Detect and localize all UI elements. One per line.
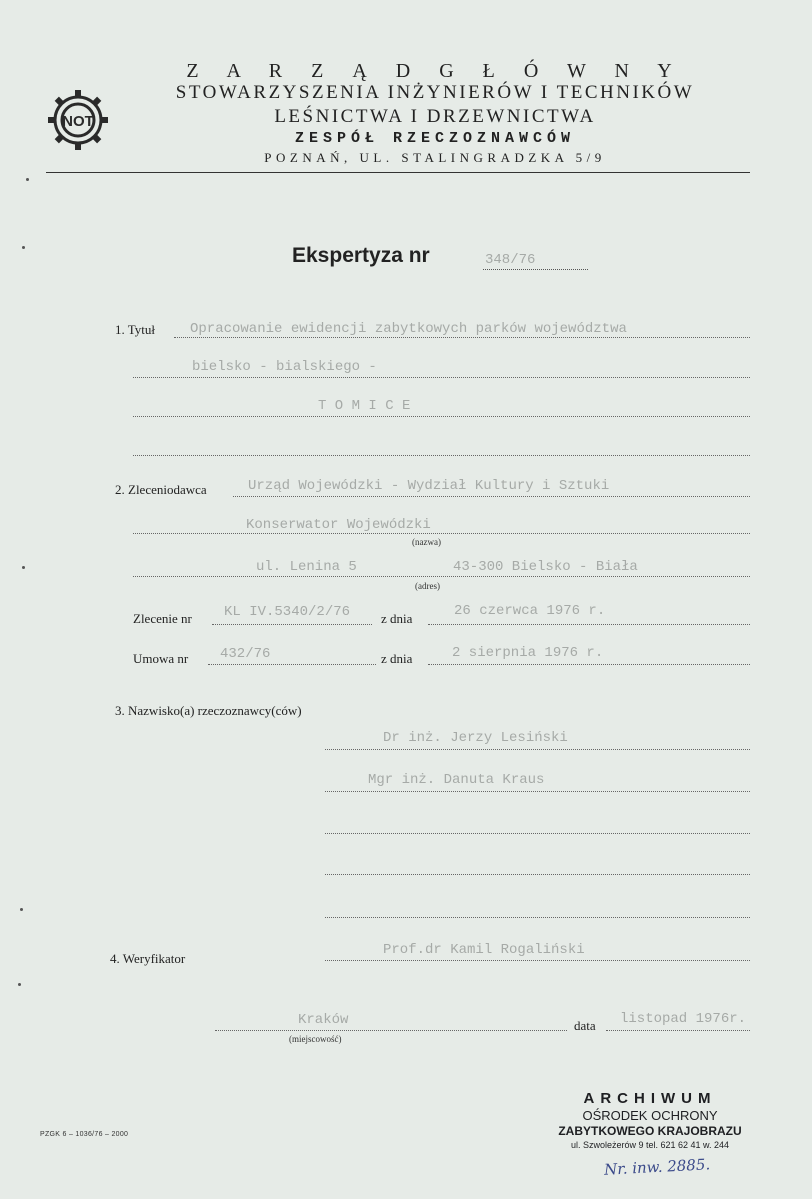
title-text-1: Opracowanie ewidencji zabytkowych parków województwa: [190, 321, 627, 337]
title-line-2: [133, 377, 750, 378]
expert-line-1: [325, 749, 750, 750]
order-date-label: z dnia: [381, 611, 413, 626]
margin-mark: [20, 908, 23, 911]
expert-line-5: [325, 917, 750, 918]
expert-2: Mgr inż. Danuta Kraus: [368, 772, 545, 788]
document-number: 348/76: [485, 252, 536, 268]
contract-label: Umowa nr: [133, 651, 189, 666]
title-line-3: [133, 416, 750, 417]
header-line-4: ZESPÓŁ RZECZOZNAWCÓW: [294, 130, 576, 147]
verifier: Prof.dr Kamil Rogaliński: [383, 942, 585, 958]
order-label: Zlecenie nr: [133, 611, 192, 626]
order-date: 26 czerwca 1976 r.: [454, 603, 606, 619]
expert-line-3: [325, 833, 750, 834]
address-caption: (adres): [415, 581, 440, 591]
title-text-2: bielsko - bialskiego -: [192, 359, 377, 375]
document-title: Ekspertyza nr: [292, 244, 430, 267]
client-line-1: [233, 496, 750, 497]
section2-label: 2. Zleceniodawca: [115, 482, 207, 497]
client-text-1: Urząd Wojewódzki - Wydział Kultury i Sztuki: [248, 478, 610, 494]
stamp-line-1: ARCHIWUM: [583, 1090, 717, 1107]
stamp-line-3: ZABYTKOWEGO KRAJOBRAZU: [558, 1124, 742, 1138]
date-line: [606, 1030, 750, 1031]
header-address: POZNAŃ, UL. STALINGRADZKA 5/9: [264, 150, 606, 165]
handwritten-inventory-number: Nr. inw. 2885.: [603, 1155, 711, 1179]
stamp-line-4: ul. Szwoleżerów 9 tel. 621 62 41 w. 244: [570, 1140, 730, 1150]
client-text-2: Konserwator Wojewódzki: [246, 517, 431, 533]
contract-date: 2 sierpnia 1976 r.: [452, 645, 604, 661]
order-number-line: [212, 624, 372, 625]
margin-mark: [18, 983, 21, 986]
title-line-1: [174, 337, 750, 338]
contract-date-label: z dnia: [381, 651, 413, 666]
margin-mark: [26, 178, 29, 181]
header-line-2: STOWARZYSZENIA INŻYNIERÓW I TECHNIKÓW: [175, 82, 695, 103]
form-code: PZGK 6 – 1036/76 – 2000: [40, 1131, 129, 1138]
verifier-line: [325, 960, 750, 961]
date: listopad 1976r.: [620, 1011, 747, 1027]
order-number: KL IV.5340/2/76: [224, 604, 351, 620]
contract-date-line: [428, 664, 750, 665]
header-line-1: Z A R Z Ą D G Ł Ó W N Y: [186, 60, 684, 82]
date-label: data: [574, 1018, 596, 1033]
place-line: [215, 1030, 567, 1031]
header-line-3: LEŚNICTWA I DRZEWNICTWA: [274, 106, 596, 127]
margin-mark: [22, 566, 25, 569]
place-caption: (miejscowość): [289, 1034, 342, 1044]
contract-number: 432/76: [220, 646, 271, 662]
name-caption: (nazwa): [412, 537, 441, 547]
document-number-field: [483, 252, 588, 270]
title-text-3: T O M I C E: [318, 398, 411, 414]
order-date-line: [428, 624, 750, 625]
expert-1: Dr inż. Jerzy Lesiński: [383, 730, 568, 746]
section4-label: 4. Weryfikator: [110, 951, 186, 966]
header-divider: [46, 172, 750, 173]
expert-line-4: [325, 874, 750, 875]
client-line-2: [133, 533, 750, 534]
address-street: ul. Lenina 5: [256, 559, 357, 575]
title-line-4: [133, 455, 750, 456]
stamp-line-2: OŚRODEK OCHRONY: [582, 1108, 718, 1123]
address-city: 43-300 Bielsko - Biała: [453, 559, 638, 575]
section3-label: 3. Nazwisko(a) rzeczoznawcy(ców): [115, 703, 302, 718]
margin-mark: [22, 246, 25, 249]
svg-text:NOT: NOT: [62, 113, 94, 130]
not-logo-icon: [44, 86, 112, 154]
address-line: [133, 576, 750, 577]
place: Kraków: [298, 1012, 349, 1028]
contract-number-line: [208, 664, 376, 665]
archive-stamp: [540, 1090, 760, 1150]
expert-line-2: [325, 791, 750, 792]
section1-label: 1. Tytuł: [115, 322, 156, 337]
